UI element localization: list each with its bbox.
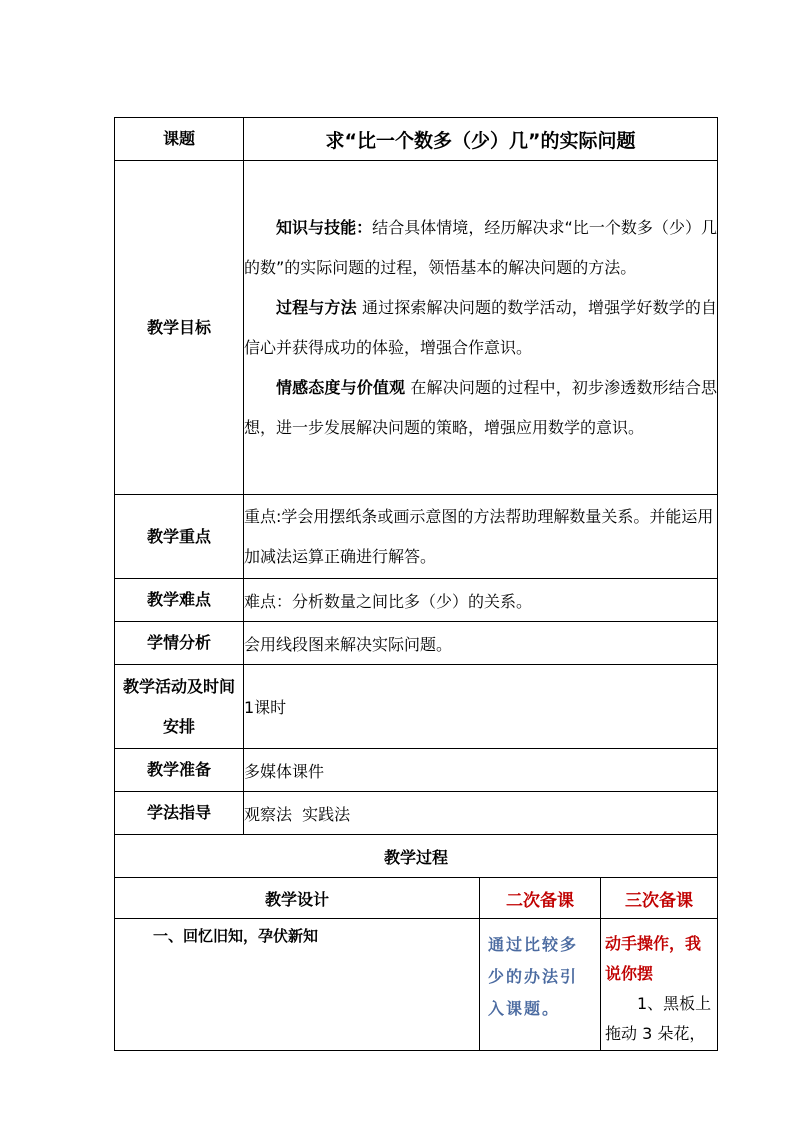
process-step-row <box>115 919 718 1051</box>
third-note-head: 动手操作，我说你摆 <box>605 934 702 983</box>
objective-knowledge <box>244 208 717 288</box>
second-cell <box>480 919 601 1051</box>
objective-knowledge-head: 知识与技能： <box>276 217 373 237</box>
schedule-text: 1课时 <box>244 665 718 749</box>
third-note-body: 1、黑板上拖动 3 朵花， <box>605 994 712 1043</box>
objective-process <box>244 288 717 368</box>
analysis-label: 学情分析 <box>115 622 244 665</box>
analysis-row <box>115 622 718 665</box>
method-label: 学法指导 <box>115 792 244 835</box>
schedule-row <box>115 665 718 749</box>
preparation-text: 多媒体课件 <box>244 749 718 792</box>
lesson-plan-table <box>114 117 718 1051</box>
difficulty-row <box>115 579 718 622</box>
objective-process-body: 通过探索解决问题的数学活动，增强学好数学的自信心并获得成功的体验，增强合作意识。 <box>244 297 717 357</box>
process-title: 教学过程 <box>115 835 718 878</box>
objective-emotion <box>244 368 717 448</box>
process-title-row <box>115 835 718 878</box>
col-design-header: 教学设计 <box>115 878 480 919</box>
difficulty-label: 教学难点 <box>115 579 244 622</box>
preparation-row <box>115 749 718 792</box>
objective-emotion-head: 情感态度与价值观 <box>276 377 406 397</box>
design-cell <box>115 919 480 1051</box>
objectives-row <box>115 161 718 495</box>
third-cell <box>601 919 718 1051</box>
preparation-label: 教学准备 <box>115 749 244 792</box>
process-header-row <box>115 878 718 919</box>
difficulty-text: 难点：分析数量之间比多（少）的关系。 <box>244 579 718 622</box>
third-note <box>601 919 717 1049</box>
method-row <box>115 792 718 835</box>
col-third-header: 三次备课 <box>601 878 718 919</box>
topic-title: 求“比一个数多（少）几”的实际问题 <box>244 118 718 161</box>
objective-knowledge-body: 结合具体情境，经历解决求“比一个数多（少）几的数”的实际问题的过程，领悟基本的解决问题的方法。 <box>244 217 718 277</box>
step-one-heading: 一、回忆旧知，孕伏新知 <box>153 927 319 945</box>
key-points-row <box>115 495 718 579</box>
key-points-text: 重点:学会用摆纸条或画示意图的方法帮助理解数量关系。并能运用加减法运算正确进行解答。 <box>244 495 718 579</box>
method-text: 观察法 实践法 <box>244 792 718 835</box>
analysis-text: 会用线段图来解决实际问题。 <box>244 622 718 665</box>
objective-emotion-body: 在解决问题的过程中，初步渗透数形结合思想，进一步发展解决问题的策略，增强应用数学的意识。 <box>244 377 717 437</box>
objectives-label: 教学目标 <box>115 161 244 495</box>
objective-process-head: 过程与方法 <box>276 297 357 317</box>
schedule-label: 教学活动及时间安排 <box>115 665 244 749</box>
topic-row <box>115 118 718 161</box>
objectives-content <box>244 161 718 495</box>
col-second-header: 二次备课 <box>480 878 601 919</box>
second-note: 通过比较多少的办法引入课题。 <box>488 935 579 1018</box>
key-points-label: 教学重点 <box>115 495 244 579</box>
topic-label: 课题 <box>115 118 244 161</box>
